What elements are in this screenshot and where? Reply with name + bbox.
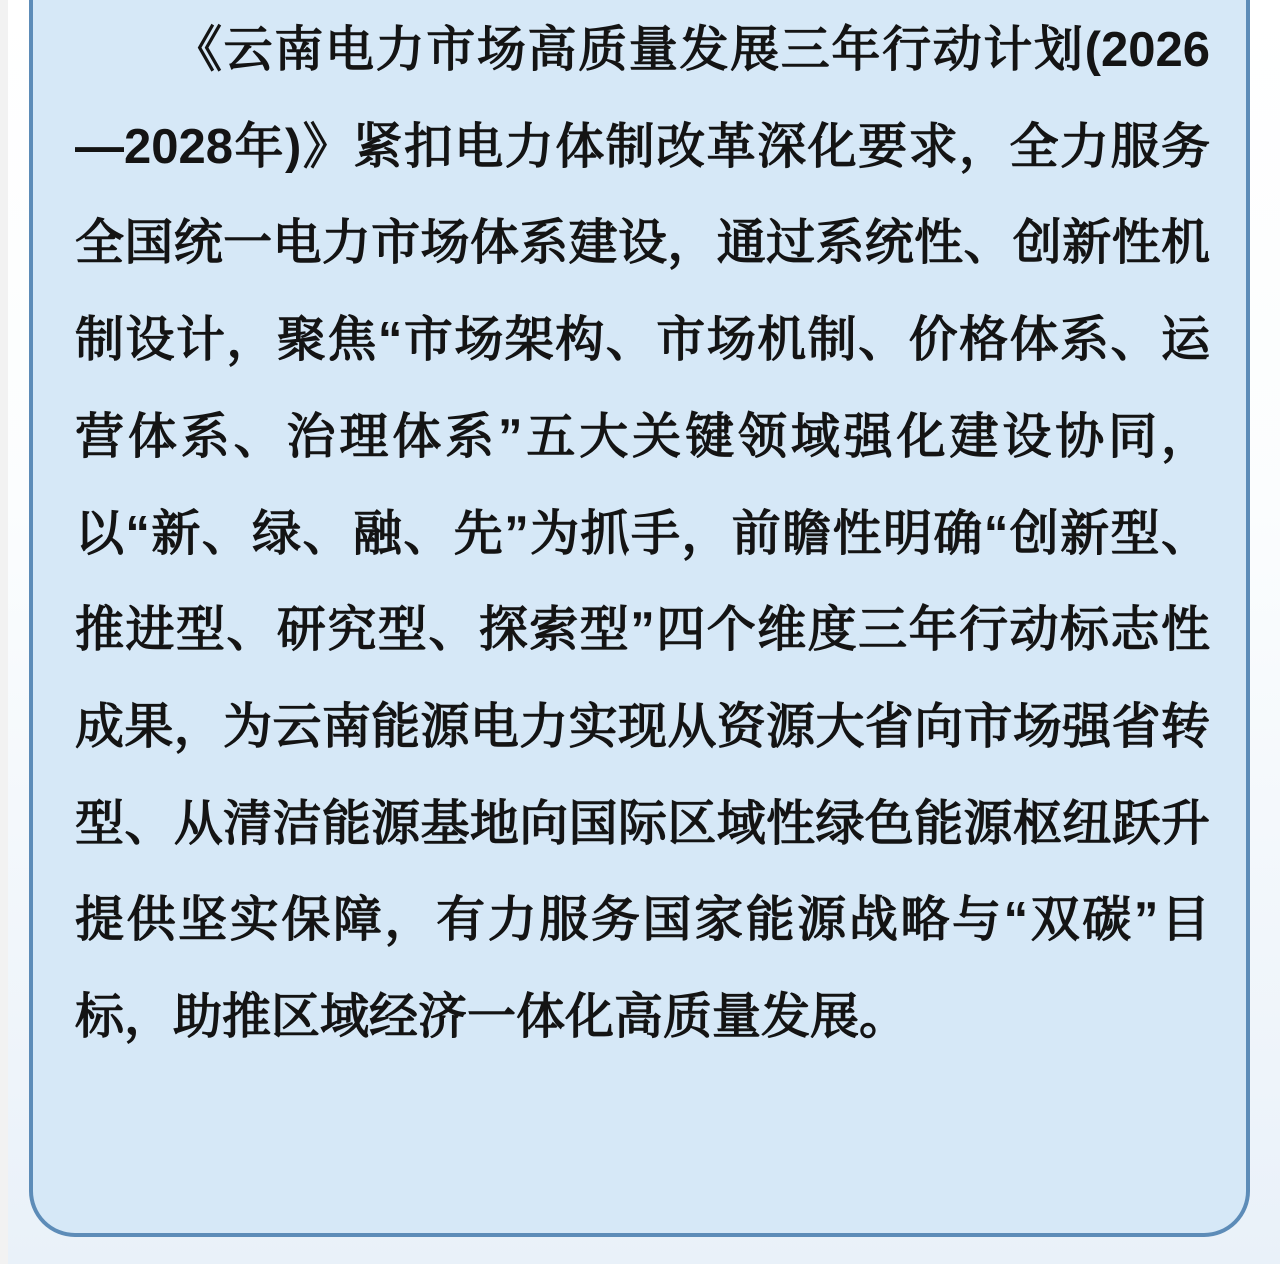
article-paragraph: 《云南电力市场高质量发展三年行动计划(2026—2028年)》紧扣电力体制改革深化要求，全力服务全国统一电力市场体系建设，通过系统性、创新性机制设计，聚焦“市场架构、市场机制、价格体系、运营体系、治理体系”五大关键领域强化建设协同，以“新、绿、融、先”为抓手，前瞻性明确“创新型、推进型、研究型、探索型”四个维度三年行动标志性成果，为云南能源电力实现从资源大省向市场强省转型、从清洁能源基地向国际区域性绿色能源枢纽跃升提供坚实保障，有力服务国家能源战略与“双碳”目标，助推区域经济一体化高质量发展。 <box>75 23 1210 1045</box>
article-text-block <box>33 0 1246 1066</box>
article-card <box>29 0 1250 1237</box>
page-edge-strip <box>0 0 8 1264</box>
